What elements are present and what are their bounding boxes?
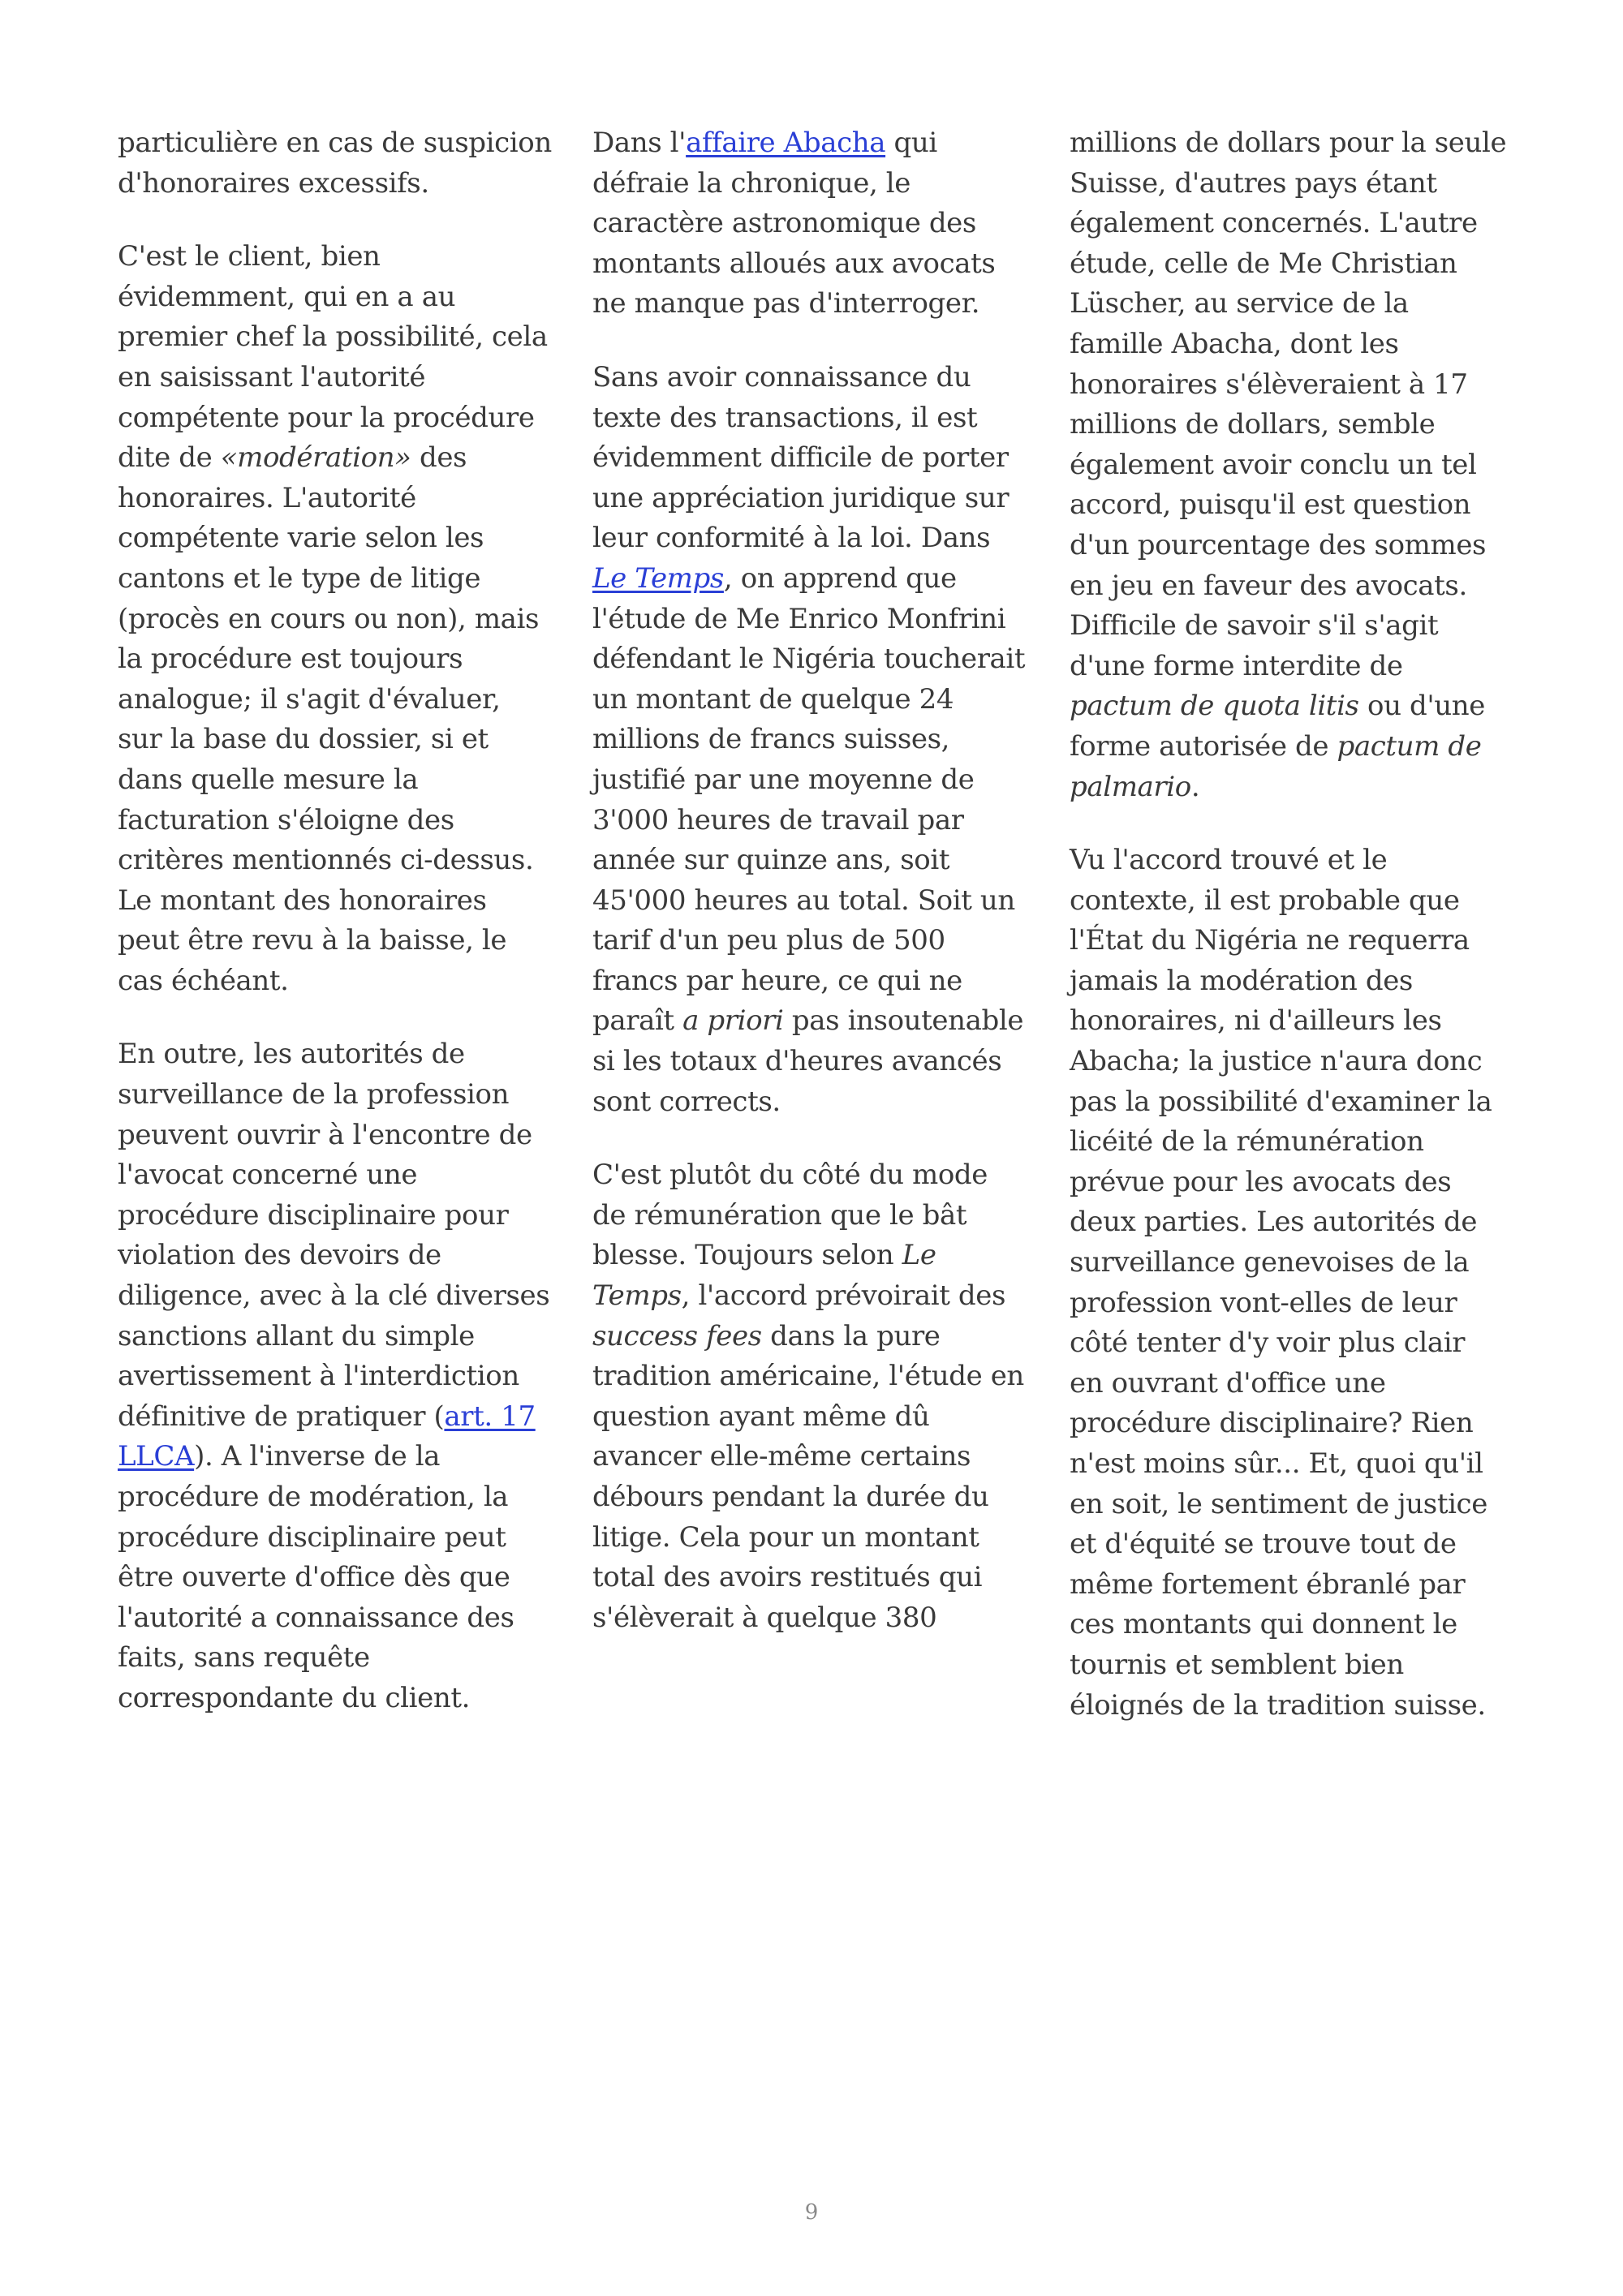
text-line: procédure disciplinaire? Rien <box>1070 1407 1474 1440</box>
text-column-3 <box>1070 123 1524 1726</box>
text-line <box>592 1001 1035 1042</box>
emphasized-term: success fees <box>592 1319 762 1352</box>
page-number: 9 <box>804 2200 819 2225</box>
text-line: ces montants qui donnent le <box>1070 1608 1457 1641</box>
emphasized-term: Temps <box>592 1279 682 1313</box>
llca-article-link[interactable] <box>444 1400 535 1433</box>
text-line: accord, puisqu'il est question <box>1070 488 1471 522</box>
text-line <box>592 1276 1035 1317</box>
text-segment: des <box>411 441 467 475</box>
text-line: et d'équité se trouve tout de <box>1070 1528 1457 1561</box>
text-line: famille Abacha, dont les <box>1070 327 1399 360</box>
text-line: Lüscher, au service de la <box>1070 287 1409 320</box>
text-line: procédure disciplinaire peut <box>118 1520 506 1554</box>
text-line: d'un pourcentage des sommes <box>1070 528 1487 561</box>
paragraph <box>592 358 1035 1122</box>
emphasized-term: «modération» <box>220 441 411 475</box>
text-line: millions de dollars pour la seule <box>1070 127 1507 159</box>
text-segment: paraît <box>592 1004 683 1038</box>
text-line <box>118 1437 560 1477</box>
paragraph <box>118 123 560 204</box>
text-segment: pas insoutenable <box>783 1004 1024 1038</box>
text-line: débours pendant la durée du <box>592 1481 989 1513</box>
text-line: peut être revu à la baisse, le <box>118 924 507 957</box>
text-line: diligence, avec à la clé diverses <box>118 1279 550 1313</box>
text-line: faits, sans requête <box>118 1641 370 1675</box>
text-line: d'honoraires excessifs. <box>118 166 429 200</box>
text-line <box>592 1317 1035 1357</box>
text-line <box>1070 686 1524 727</box>
text-segment: . <box>1190 770 1200 803</box>
text-line: en jeu en faveur des avocats. <box>1070 569 1467 602</box>
text-line: deux parties. Les autorités de <box>1070 1206 1478 1239</box>
text-line: l'État du Nigéria ne requerra <box>1070 924 1470 957</box>
text-line: particulière en cas de suspicion <box>118 127 552 159</box>
text-line: éloignés de la tradition suisse. <box>1070 1688 1486 1722</box>
text-line: ne manque pas d'interroger. <box>592 287 980 320</box>
text-line: jamais la modération des <box>1070 964 1413 997</box>
text-line: tradition américaine, l'étude en <box>592 1360 1024 1393</box>
text-line <box>118 1397 560 1438</box>
emphasized-term: pactum de <box>1337 729 1482 763</box>
text-line: défraie la chronique, le <box>592 166 911 200</box>
text-line: un montant de quelque 24 <box>592 682 954 716</box>
text-line: n'est moins sûr... Et, quoi qu'il <box>1070 1447 1483 1480</box>
text-line: si les totaux d'heures avancés <box>592 1045 1002 1078</box>
text-line: (procès en cours ou non), mais <box>118 602 540 635</box>
text-line: dans quelle mesure la <box>118 763 419 796</box>
llca-article-link-cont[interactable] <box>118 1440 194 1473</box>
text-line: prévue pour les avocats des <box>1070 1165 1452 1198</box>
text-segment: Dans l' <box>592 127 687 159</box>
text-segment: forme autorisée de <box>1070 729 1337 763</box>
text-line: montants alloués aux avocats <box>592 247 996 280</box>
text-line: compétente pour la procédure <box>118 401 535 434</box>
text-line: étude, celle de Me Christian <box>1070 247 1457 280</box>
text-line: en ouvrant d'office une <box>1070 1366 1386 1400</box>
text-line: caractère astronomique des <box>592 207 976 240</box>
paragraph <box>592 123 1035 325</box>
text-line: surveillance genevoises de la <box>1070 1246 1470 1279</box>
text-line: procédure disciplinaire pour <box>118 1198 509 1232</box>
text-line: de rémunération que le bât <box>592 1198 967 1232</box>
text-line: en saisissant l'autorité <box>118 360 426 393</box>
text-line: tarif d'un peu plus de 500 <box>592 924 945 957</box>
text-line: leur conformité à la loi. Dans <box>592 522 991 555</box>
text-column-2 <box>592 123 1035 1638</box>
text-segment: blesse. Toujours selon <box>592 1239 902 1272</box>
paragraph <box>118 1034 560 1718</box>
text-line: pas la possibilité d'examiner la <box>1070 1085 1492 1118</box>
text-line: En outre, les autorités de <box>118 1038 465 1071</box>
text-line: surveillance de la profession <box>118 1078 510 1111</box>
text-line: critères mentionnés ci-dessus. <box>118 844 534 877</box>
link-text: Le Temps <box>592 561 724 595</box>
text-line: correspondante du client. <box>118 1681 470 1714</box>
text-line <box>118 438 560 479</box>
text-line: côté tenter d'y voir plus clair <box>1070 1326 1466 1360</box>
text-line: Suisse, d'autres pays étant <box>1070 166 1437 200</box>
paragraph <box>1070 841 1524 1726</box>
text-segment: dite de <box>118 441 221 475</box>
text-line: même fortement ébranlé par <box>1070 1567 1466 1601</box>
text-line: compétente varie selon les <box>118 522 484 555</box>
paragraph <box>118 237 560 1001</box>
text-line: d'une forme interdite de <box>1070 649 1403 682</box>
text-segment: ou d'une <box>1358 690 1486 723</box>
text-line: Vu l'accord trouvé et le <box>1070 844 1388 877</box>
text-line: évidemment difficile de porter <box>592 441 1009 475</box>
text-line <box>592 559 1035 600</box>
le-temps-link[interactable] <box>592 562 724 595</box>
text-line: honoraires s'élèveraient à 17 <box>1070 368 1468 401</box>
emphasized-term: Le <box>902 1239 936 1272</box>
emphasized-term: palmario <box>1070 770 1191 803</box>
text-line: Sans avoir connaissance du <box>592 360 971 393</box>
text-line: année sur quinze ans, soit <box>592 844 950 877</box>
link-text: art. 17 <box>444 1400 536 1433</box>
text-line: honoraires, ni d'ailleurs les <box>1070 1004 1442 1038</box>
text-line: contexte, il est probable que <box>1070 884 1460 917</box>
text-line: Difficile de savoir s'il s'agit <box>1070 609 1439 643</box>
text-line <box>1070 767 1524 808</box>
text-line: violation des devoirs de <box>118 1239 441 1272</box>
text-line: Abacha; la justice n'aura donc <box>1070 1045 1483 1078</box>
text-line: litige. Cela pour un montant <box>592 1520 979 1554</box>
text-line: sanctions allant du simple <box>118 1319 475 1352</box>
text-line <box>592 123 1035 164</box>
text-line: sur la base du dossier, si et <box>118 723 489 756</box>
text-line: 3'000 heures de travail par <box>592 803 964 836</box>
text-segment: , on apprend que <box>723 561 957 595</box>
text-line <box>592 1236 1035 1276</box>
text-line: millions de francs suisses, <box>592 723 950 756</box>
text-line: millions de dollars, semble <box>1070 408 1436 441</box>
text-line: licéité de la rémunération <box>1070 1125 1424 1159</box>
text-line: peuvent ouvrir à l'encontre de <box>118 1118 532 1151</box>
text-line <box>1070 727 1524 767</box>
text-line: défendant le Nigéria toucherait <box>592 643 1026 676</box>
text-line: C'est plutôt du côté du mode <box>592 1159 988 1192</box>
text-line: question ayant même dû <box>592 1400 930 1433</box>
text-line: cantons et le type de litige <box>118 561 481 595</box>
text-line: francs par heure, ce qui ne <box>592 964 962 997</box>
affaire-abacha-link[interactable]: affaire Abacha <box>686 127 886 159</box>
text-line: également concernés. L'autre <box>1070 207 1478 240</box>
text-line: honoraires. L'autorité <box>118 481 416 514</box>
paragraph <box>592 1155 1035 1638</box>
text-line: premier chef la possibilité, cela <box>118 320 548 354</box>
text-line: profession vont-elles de leur <box>1070 1286 1457 1319</box>
text-column-1 <box>118 123 560 1719</box>
text-line: évidemment, qui en a au <box>118 280 456 313</box>
text-line: sont corrects. <box>592 1085 781 1118</box>
text-line: analogue; il s'agit d'évaluer, <box>118 682 501 716</box>
text-line: également avoir conclu un tel <box>1070 448 1477 481</box>
text-line: facturation s'éloigne des <box>118 803 454 836</box>
text-line: l'autorité a connaissance des <box>118 1601 514 1634</box>
text-line: en soit, le sentiment de justice <box>1070 1487 1487 1520</box>
paragraph <box>1070 123 1524 807</box>
text-segment: qui <box>885 127 937 159</box>
text-line: l'étude de Me Enrico Monfrini <box>592 602 1006 635</box>
text-line: avertissement à l'interdiction <box>118 1360 519 1393</box>
text-segment: définitive de pratiquer ( <box>118 1400 445 1433</box>
text-line: 45'000 heures au total. Soit un <box>592 884 1015 917</box>
text-line: procédure de modération, la <box>118 1481 509 1513</box>
text-line: avancer elle-même certains <box>592 1440 971 1473</box>
text-segment: , l'accord prévoirait des <box>681 1279 1006 1313</box>
text-line: une appréciation juridique sur <box>592 481 1010 514</box>
link-text: LLCA <box>118 1440 195 1473</box>
text-line: la procédure est toujours <box>118 643 463 676</box>
text-line: texte des transactions, il est <box>592 401 978 434</box>
text-line: justifié par une moyenne de <box>592 763 975 796</box>
text-line: tournis et semblent bien <box>1070 1648 1404 1681</box>
text-line: l'avocat concerné une <box>118 1159 418 1192</box>
text-line: être ouverte d'office dès que <box>118 1561 510 1594</box>
text-line: C'est le client, bien <box>118 240 381 273</box>
text-line: Le montant des honoraires <box>118 884 487 917</box>
emphasized-term: pactum de quota litis <box>1070 690 1359 723</box>
text-segment: dans la pure <box>761 1319 941 1352</box>
text-line: s'élèverait à quelque 380 <box>592 1601 937 1634</box>
text-line: total des avoirs restitués qui <box>592 1561 983 1594</box>
emphasized-term: a priori <box>682 1004 784 1038</box>
text-segment: ). A l'inverse de la <box>194 1440 441 1473</box>
text-line: cas échéant. <box>118 964 289 997</box>
